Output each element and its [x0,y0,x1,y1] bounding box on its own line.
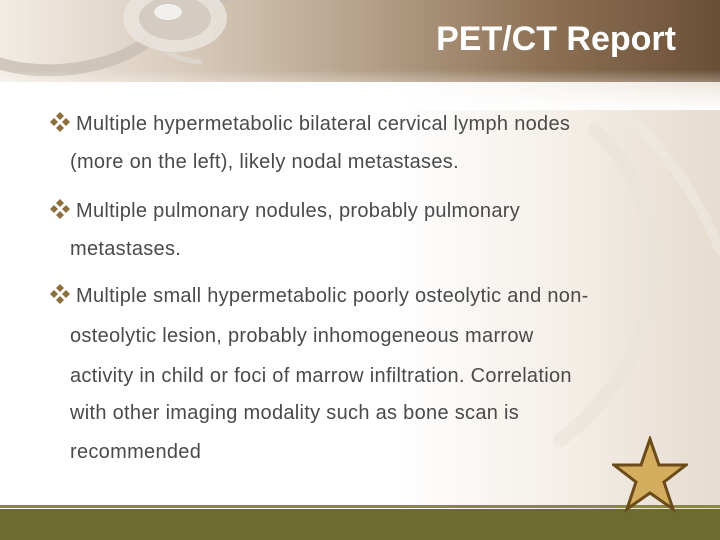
bullet-line: osteolytic lesion, probably inhomogeneous marrow [70,325,534,347]
diamond-cluster-icon [48,282,72,306]
bullet-line: Multiple small hypermetabolic poorly osteolytic and non- [76,285,589,307]
bullet-line: Multiple pulmonary nodules, probably pulmonary [76,200,521,222]
bullet-line: recommended [70,441,202,463]
diamond-cluster-icon [48,197,72,221]
bullet-item [48,276,668,476]
bullet-line: activity in child or foci of marrow infiltration. Correlation [70,365,572,387]
bullet-item [48,104,668,194]
bullet-line: (more on the left), likely nodal metastases. [70,151,459,173]
bullet-line: Multiple hypermetabolic bilateral cervical lymph nodes [76,113,571,135]
slide-title: PET/CT Report [436,20,676,58]
bullet-item [48,191,668,281]
star-icon [612,436,688,514]
bullet-line: with other imaging modality such as bone scan is [70,402,520,424]
diamond-cluster-icon [48,110,72,134]
bullet-line: metastases. [70,238,182,260]
